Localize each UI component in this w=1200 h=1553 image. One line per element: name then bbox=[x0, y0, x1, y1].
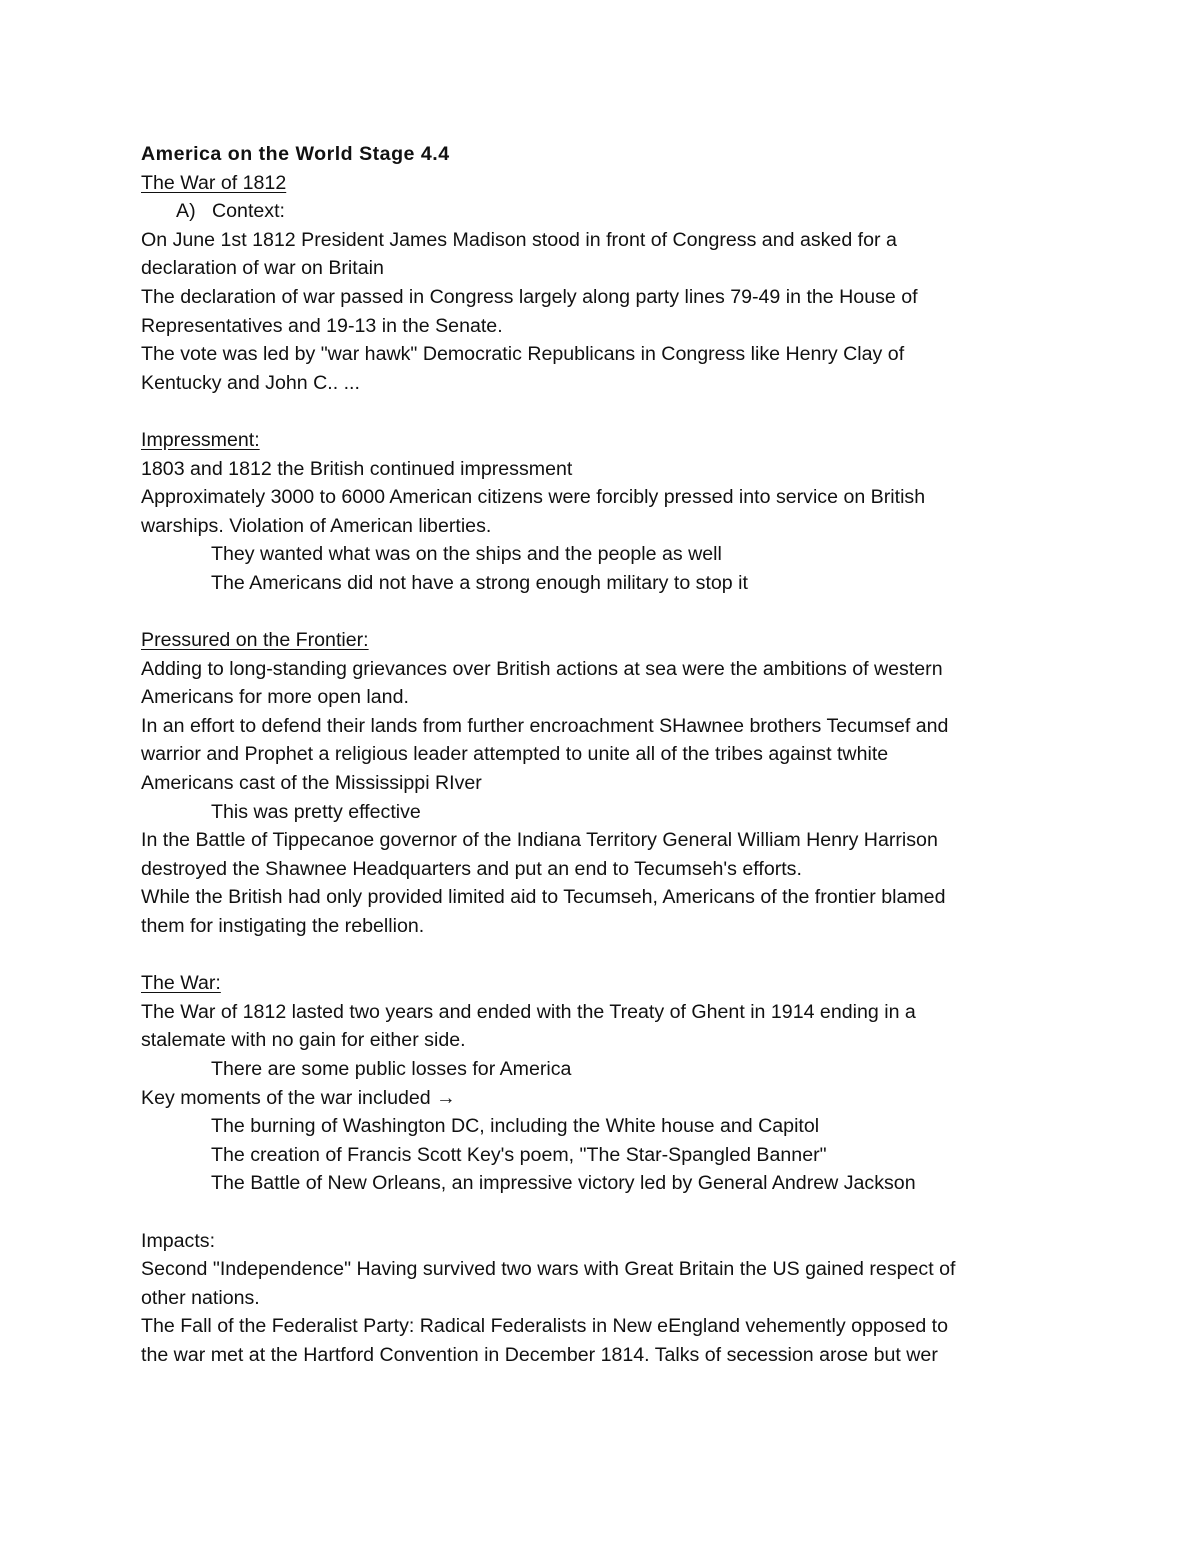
text-line: In the Battle of Tippecanoe governor of the Indiana Territory General William Henry Harrison bbox=[141, 829, 938, 852]
text-line: Key moments of the war included → bbox=[141, 1086, 456, 1109]
text-line: stalemate with no gain for either side. bbox=[141, 1029, 466, 1052]
text-line: the war met at the Hartford Convention in December 1814. Talks of secession arose but wer bbox=[141, 1343, 938, 1366]
impressment-heading: Impressment: bbox=[141, 428, 260, 451]
spacer bbox=[141, 397, 1061, 426]
spacer bbox=[141, 1198, 1061, 1227]
indented-line: The Battle of New Orleans, an impressive victory led by General Andrew Jackson bbox=[211, 1172, 916, 1195]
text-line: While the British had only provided limited aid to Tecumseh, Americans of the frontier blamed bbox=[141, 886, 946, 909]
indented-line: The creation of Francis Scott Key's poem, "The Star-Spangled Banner" bbox=[211, 1143, 827, 1166]
indented-line: They wanted what was on the ships and the people as well bbox=[211, 543, 722, 566]
text-line: Kentucky and John C.. ... bbox=[141, 371, 360, 394]
text-line: In an effort to defend their lands from further encroachment SHawnee brothers Tecumsef and bbox=[141, 714, 949, 737]
indented-line: The burning of Washington DC, including the White house and Capitol bbox=[211, 1115, 820, 1138]
document-body bbox=[141, 140, 1061, 1370]
frontier-heading: Pressured on the Frontier: bbox=[141, 629, 369, 652]
text-line: other nations. bbox=[141, 1286, 260, 1309]
list-marker: A) bbox=[176, 200, 196, 223]
text-line: them for instigating the rebellion. bbox=[141, 915, 425, 938]
text-line: On June 1st 1812 President James Madison stood in front of Congress and asked for a bbox=[141, 228, 897, 251]
context-list-item bbox=[141, 197, 1061, 226]
text-line: destroyed the Shawnee Headquarters and put an end to Tecumseh's efforts. bbox=[141, 857, 802, 880]
impacts-heading: Impacts: bbox=[141, 1229, 216, 1252]
text-line: The vote was led by "war hawk" Democratic Republicans in Congress like Henry Clay of bbox=[141, 343, 905, 366]
indented-line: The Americans did not have a strong enough military to stop it bbox=[211, 571, 748, 594]
text-line: Representatives and 19-13 in the Senate. bbox=[141, 314, 503, 337]
text-line: Americans cast of the Mississippi RIver bbox=[141, 772, 482, 795]
war-heading: The War: bbox=[141, 972, 221, 995]
text-line: Second "Independence" Having survived two wars with Great Britain the US gained respect of bbox=[141, 1258, 956, 1281]
text-line: Americans for more open land. bbox=[141, 686, 409, 709]
text-line: The declaration of war passed in Congress largely along party lines 79-49 in the House of bbox=[141, 285, 918, 308]
section-title: The War of 1812 bbox=[141, 171, 287, 194]
spacer bbox=[141, 598, 1061, 627]
indented-line: This was pretty effective bbox=[211, 800, 421, 823]
text-line: The War of 1812 lasted two years and ended with the Treaty of Ghent in 1914 ending in a bbox=[141, 1000, 916, 1023]
text-line: Adding to long-standing grievances over British actions at sea were the ambitions of western bbox=[141, 657, 943, 680]
text-line: warrior and Prophet a religious leader attempted to unite all of the tribes against twhite bbox=[141, 743, 889, 766]
spacer bbox=[141, 941, 1061, 970]
text-line: declaration of war on Britain bbox=[141, 257, 384, 280]
text-line: The Fall of the Federalist Party: Radical Federalists in New eEngland vehemently opposed to bbox=[141, 1315, 949, 1338]
indented-line: There are some public losses for America bbox=[211, 1058, 572, 1080]
text-line: Approximately 3000 to 6000 American citizens were forcibly pressed into service on British bbox=[141, 486, 926, 509]
context-label: Context: bbox=[212, 200, 285, 223]
text-line: 1803 and 1812 the British continued impressment bbox=[141, 457, 573, 480]
page-title: America on the World Stage 4.4 bbox=[141, 143, 450, 165]
text-line: warships. Violation of American liberties. bbox=[141, 514, 492, 537]
